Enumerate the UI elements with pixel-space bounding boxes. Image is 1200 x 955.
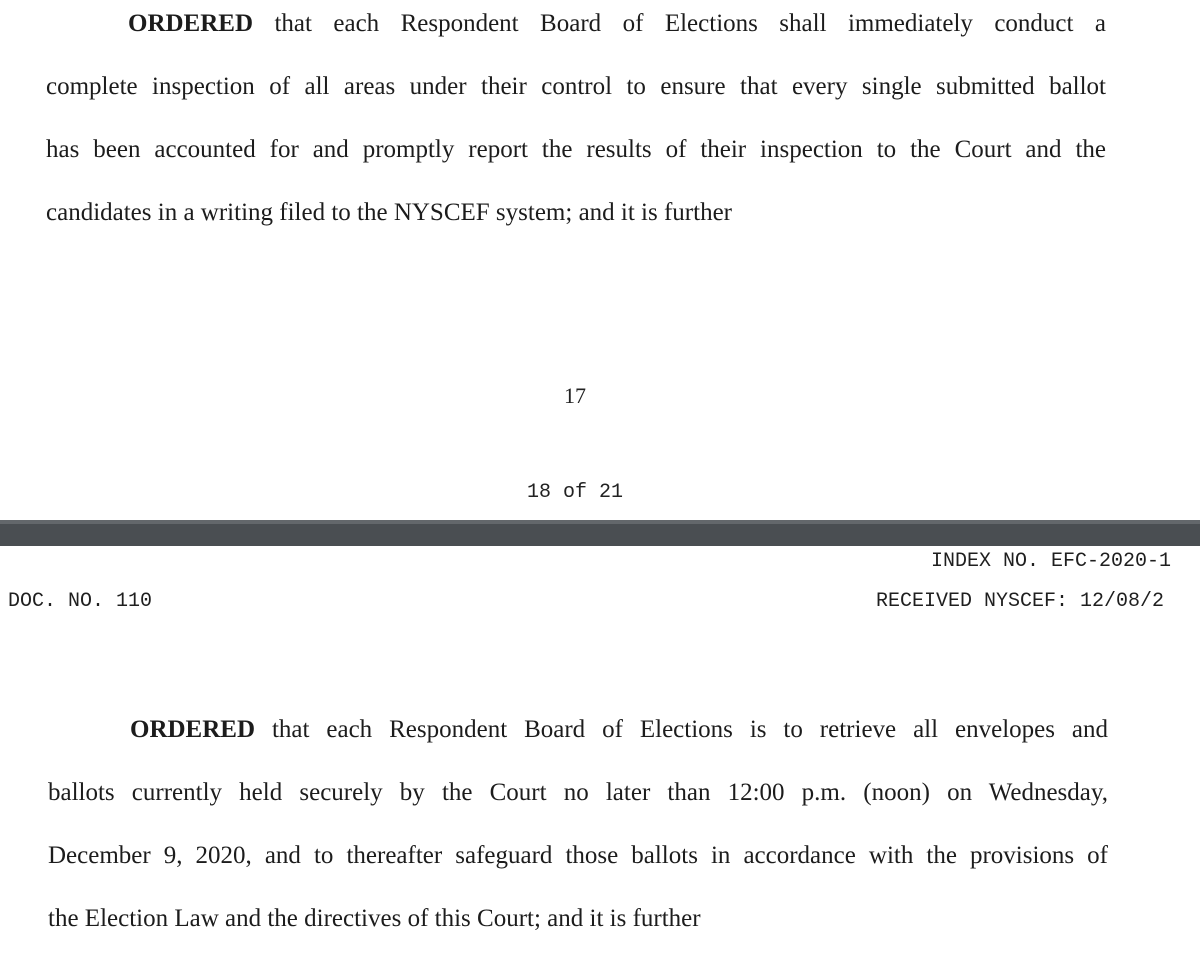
paragraph-line [46, 10, 1106, 38]
paragraph-text: that each Respondent Board of Elections is to retrieve all envelopes and [271, 716, 1108, 743]
paragraph-line: candidates in a writing filed to the NYSCEF system; and it is further [46, 199, 732, 226]
page-count: 18 of 21 [526, 481, 623, 504]
paragraph-line: has been accounted for and promptly report the results of their inspection to the Court and the [46, 136, 1106, 163]
index-number: INDEX NO. EFC-2020-1 [931, 550, 1172, 573]
received-date: RECEIVED NYSCEF: 12/08/2 [876, 590, 1165, 613]
paragraph-line: ballots currently held securely by the Court no later than 12:00 p.m. (noon) on Wednesday, [48, 779, 1108, 806]
paragraph-line [48, 716, 1108, 744]
ordered-keyword: ORDERED [128, 10, 254, 37]
paragraph-line: December 9, 2020, and to thereafter safeguard those ballots in accordance with the provisions of [48, 842, 1108, 869]
ordered-keyword: ORDERED [130, 716, 256, 743]
paragraph-line: complete inspection of all areas under their control to ensure that every single submitted ballot [46, 73, 1106, 100]
doc-number: DOC. NO. 110 [8, 590, 153, 613]
paragraph-line: the Election Law and the directives of this Court; and it is further [48, 905, 701, 932]
page-divider-highlight [0, 520, 1200, 524]
document-page-bottom [0, 546, 1200, 955]
paragraph-text: that each Respondent Board of Elections shall immediately conduct a [274, 10, 1107, 37]
page-number: 17 [564, 383, 586, 408]
